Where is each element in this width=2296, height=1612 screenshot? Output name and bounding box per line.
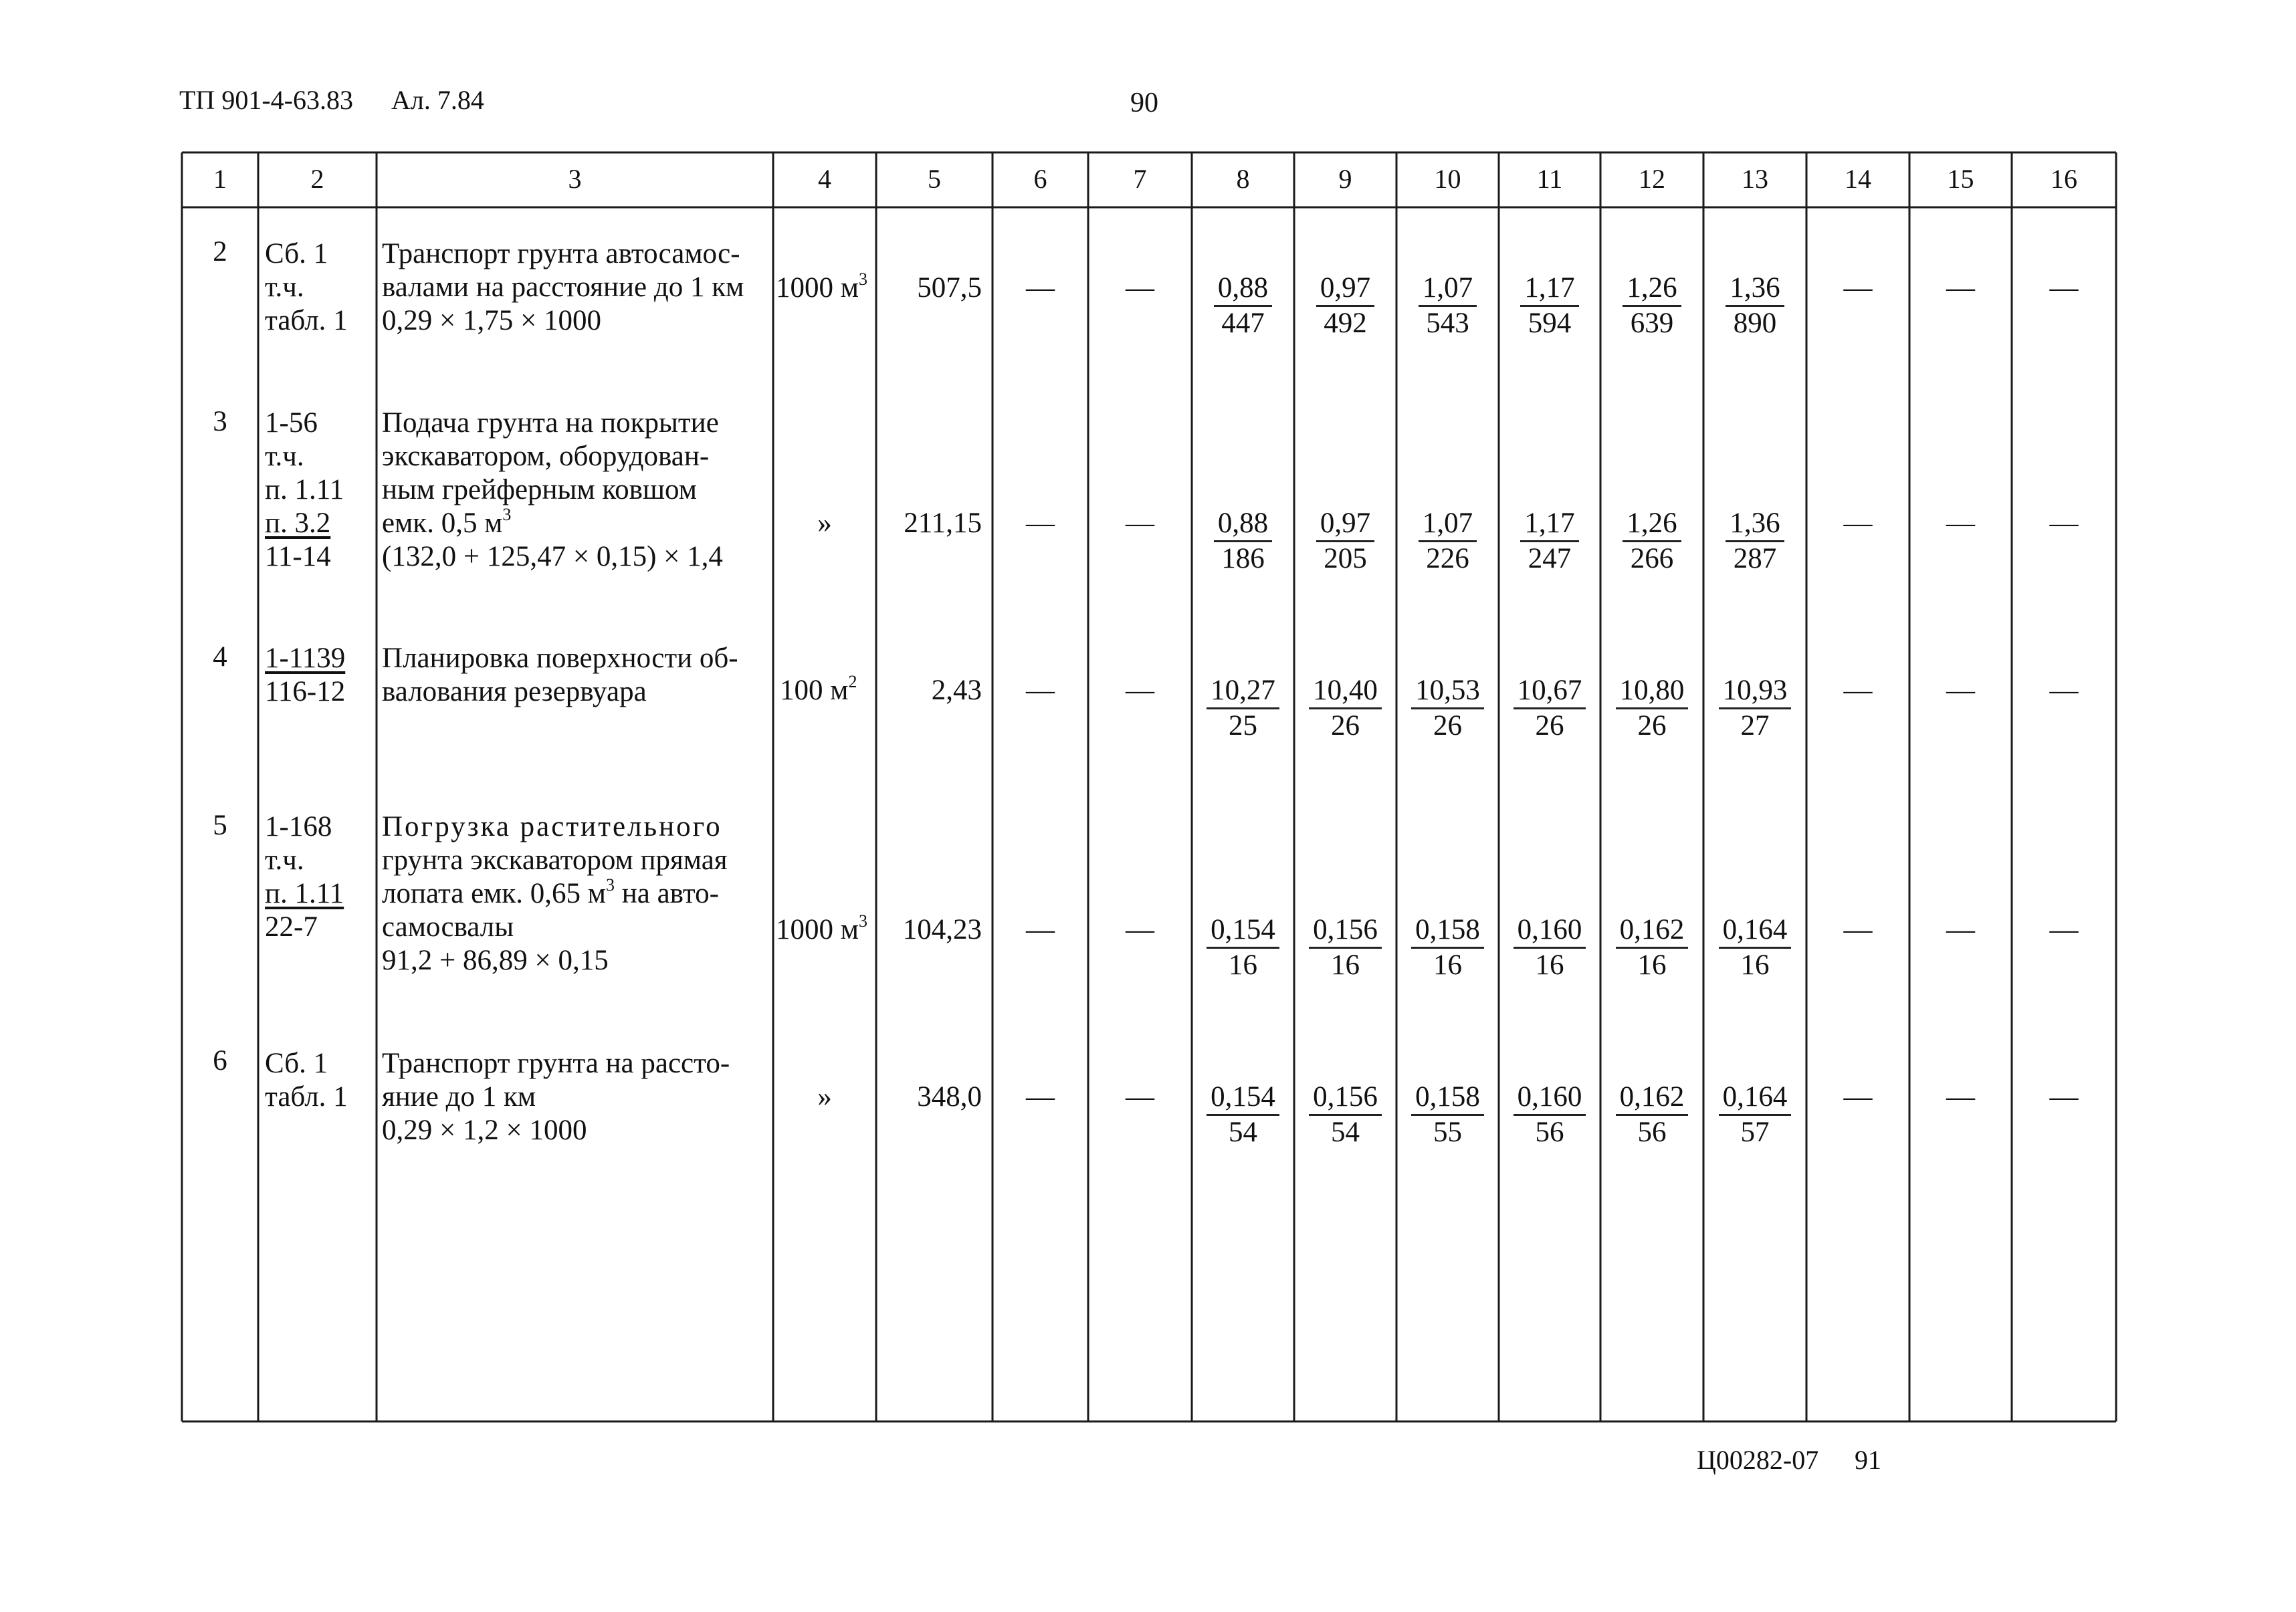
empty-dash: —	[1126, 914, 1154, 945]
fraction-denominator: 287	[1733, 543, 1777, 574]
fraction-numerator: 0,156	[1309, 913, 1382, 949]
column-number: 7	[1133, 164, 1147, 194]
column-number: 2	[310, 164, 324, 194]
reference-line: т.ч.	[265, 271, 304, 303]
fraction-cell	[1192, 1080, 1294, 1149]
unit-text: 1000 м	[776, 272, 859, 304]
empty-dash: —	[1843, 675, 1873, 706]
empty-dash: —	[2049, 1081, 2079, 1113]
fraction-cell	[1192, 507, 1294, 576]
fraction-denominator: 57	[1740, 1117, 1770, 1148]
column-number: 14	[1845, 164, 1871, 194]
fraction-cell	[1294, 507, 1396, 576]
unit-exponent: 3	[858, 911, 867, 931]
fraction-cell	[1396, 1080, 1499, 1149]
fraction-numerator: 1,17	[1520, 271, 1578, 307]
reference-line: п. 1.11	[265, 474, 344, 505]
fraction-denominator: 543	[1426, 308, 1469, 339]
empty-dash: —	[1843, 1081, 1873, 1113]
fraction-numerator: 0,88	[1214, 507, 1272, 542]
row-number: 2	[213, 236, 227, 267]
fraction-numerator: 10,53	[1411, 674, 1484, 709]
work-description	[382, 237, 744, 338]
reference-line: табл. 1	[265, 1081, 348, 1113]
fraction-denominator: 890	[1733, 308, 1777, 339]
fraction-cell	[1499, 913, 1600, 982]
fraction-cell	[1396, 674, 1499, 743]
empty-dash: —	[1946, 272, 1975, 304]
unit: »	[817, 1081, 832, 1113]
fraction-numerator: 0,164	[1719, 913, 1792, 949]
empty-dash: —	[2049, 272, 2079, 304]
fraction-cell	[1703, 1080, 1806, 1149]
fraction-denominator: 16	[1433, 949, 1462, 981]
footer-page-number: 91	[1855, 1445, 1881, 1475]
norm-reference	[265, 642, 345, 709]
fraction-numerator: 1,17	[1520, 507, 1578, 542]
fraction-denominator: 205	[1324, 543, 1367, 574]
fraction-cell	[1294, 913, 1396, 982]
fraction-numerator: 1,26	[1623, 271, 1681, 307]
fraction-denominator: 54	[1331, 1117, 1360, 1148]
fraction-denominator: 266	[1630, 543, 1674, 574]
fraction-numerator: 1,36	[1726, 271, 1784, 307]
fraction-numerator: 0,160	[1514, 1080, 1586, 1116]
fraction-numerator: 0,158	[1411, 913, 1484, 949]
fraction-numerator: 0,88	[1214, 271, 1272, 307]
reference-line: т.ч.	[265, 844, 304, 876]
fraction-cell	[1499, 271, 1600, 340]
fraction-numerator: 0,160	[1514, 913, 1586, 949]
norm-reference	[265, 1047, 348, 1114]
fraction-cell	[1396, 913, 1499, 982]
page-number: 90	[1130, 88, 1158, 118]
fraction-cell	[1600, 674, 1703, 743]
album-number: Ал. 7.84	[391, 85, 484, 115]
fraction-numerator: 1,07	[1419, 507, 1477, 542]
reference-line: 22-7	[265, 911, 318, 943]
empty-dash: —	[1946, 507, 1975, 539]
empty-dash: —	[2049, 507, 2079, 539]
unit: »	[817, 507, 832, 539]
fraction-numerator: 10,80	[1616, 674, 1689, 709]
quantity: 104,23	[902, 914, 982, 945]
empty-dash: —	[2049, 675, 2079, 706]
description-line: валования резервуара	[382, 676, 647, 707]
description-text: емк. 0,5 м	[382, 507, 503, 539]
reference-line: т.ч.	[265, 441, 304, 472]
description-line: Погрузка растительного	[382, 811, 722, 842]
fraction-denominator: 639	[1630, 308, 1674, 339]
fraction-denominator: 26	[1535, 710, 1564, 741]
norm-reference	[265, 810, 344, 944]
fraction-numerator: 10,67	[1514, 674, 1586, 709]
row-number: 4	[213, 641, 227, 673]
fraction-cell	[1499, 1080, 1600, 1149]
work-description	[382, 1047, 730, 1147]
empty-dash: —	[1126, 675, 1154, 706]
fraction-numerator: 1,07	[1419, 271, 1477, 307]
fraction-cell	[1600, 507, 1703, 576]
unit	[780, 674, 857, 707]
fraction-denominator: 594	[1528, 308, 1572, 339]
column-number: 12	[1639, 164, 1665, 194]
row-number: 3	[213, 406, 227, 437]
empty-dash: —	[1126, 1081, 1154, 1113]
quantity: 2,43	[931, 675, 982, 706]
fraction-cell	[1192, 913, 1294, 982]
empty-dash: —	[1126, 507, 1154, 539]
fraction-cell	[1499, 674, 1600, 743]
reference-line: 11-14	[265, 541, 331, 572]
fraction-cell	[1600, 271, 1703, 340]
reference-line: Сб. 1	[265, 1048, 328, 1079]
empty-dash: —	[1026, 1081, 1055, 1113]
fraction-cell	[1600, 1080, 1703, 1149]
fraction-cell	[1192, 271, 1294, 340]
description-line: Подача грунта на покрытие	[382, 407, 719, 439]
column-number: 1	[213, 164, 227, 194]
fraction-denominator: 186	[1221, 543, 1265, 574]
fraction-denominator: 26	[1433, 710, 1462, 741]
fraction-numerator: 10,40	[1309, 674, 1382, 709]
fraction-numerator: 0,156	[1309, 1080, 1382, 1116]
reference-line: 1-168	[265, 811, 332, 842]
quantity: 211,15	[904, 507, 982, 539]
reference-line: табл. 1	[265, 305, 348, 336]
fraction-numerator: 0,154	[1207, 913, 1279, 949]
fraction-numerator: 10,93	[1719, 674, 1792, 709]
row-number: 6	[213, 1045, 227, 1076]
fraction-denominator: 247	[1528, 543, 1572, 574]
description-line: Транспорт грунта на рассто-	[382, 1048, 730, 1079]
fraction-numerator: 0,154	[1207, 1080, 1279, 1116]
empty-dash: —	[1026, 914, 1055, 945]
description-line	[382, 507, 723, 540]
description-line: ным грейферным ковшом	[382, 474, 697, 505]
fraction-denominator: 492	[1324, 308, 1367, 339]
empty-dash: —	[1026, 675, 1055, 706]
description-line: (132,0 + 125,47 × 0,15) × 1,4	[382, 541, 723, 572]
fraction-denominator: 16	[1535, 949, 1564, 981]
unit-text: 100 м	[780, 675, 849, 706]
empty-dash: —	[1126, 272, 1154, 304]
reference-line: п. 3.2	[265, 507, 331, 539]
fraction-denominator: 25	[1229, 710, 1257, 741]
fraction-cell	[1499, 507, 1600, 576]
row-number: 5	[213, 810, 227, 841]
column-number: 4	[818, 164, 831, 194]
empty-dash: —	[1026, 272, 1055, 304]
fraction-cell	[1294, 271, 1396, 340]
description-text: лопата емк. 0,65 м	[382, 878, 606, 909]
reference-line: 116-12	[265, 676, 346, 707]
description-line: яние до 1 км	[382, 1081, 536, 1113]
reference-line: Сб. 1	[265, 238, 328, 269]
unit	[776, 271, 867, 305]
fraction-cell	[1294, 1080, 1396, 1149]
empty-dash: —	[1843, 507, 1873, 539]
quantity: 348,0	[917, 1081, 982, 1113]
description-line: грунта экскаватором прямая	[382, 844, 728, 876]
fraction-denominator: 16	[1740, 949, 1770, 981]
fraction-numerator: 0,162	[1616, 913, 1689, 949]
unit-exponent: 3	[858, 269, 867, 289]
column-number: 9	[1338, 164, 1352, 194]
fraction-cell	[1703, 271, 1806, 340]
fraction-cell	[1600, 913, 1703, 982]
fraction-denominator: 56	[1535, 1117, 1564, 1148]
fraction-denominator: 16	[1331, 949, 1360, 981]
work-description	[382, 642, 738, 709]
fraction-denominator: 27	[1740, 710, 1770, 741]
unit-exponent: 3	[606, 875, 615, 895]
fraction-denominator: 226	[1426, 543, 1469, 574]
fraction-denominator: 54	[1229, 1117, 1257, 1148]
description-line: 0,29 × 1,75 × 1000	[382, 305, 602, 336]
fraction-denominator: 26	[1637, 710, 1667, 741]
unit-exponent: 2	[848, 672, 857, 691]
unit-text: 1000 м	[776, 914, 859, 945]
fraction-numerator: 0,97	[1316, 271, 1374, 307]
description-text: на авто-	[615, 878, 719, 909]
column-number: 5	[928, 164, 941, 194]
empty-dash: —	[1946, 914, 1975, 945]
fraction-numerator: 1,36	[1726, 507, 1784, 542]
empty-dash: —	[1026, 507, 1055, 539]
document-code: ТП 901-4-63.83	[179, 85, 353, 115]
fraction-numerator: 10,27	[1207, 674, 1279, 709]
fraction-cell	[1396, 507, 1499, 576]
description-line: Транспорт грунта автосамос-	[382, 238, 740, 269]
fraction-denominator: 16	[1637, 949, 1667, 981]
fraction-denominator: 26	[1331, 710, 1360, 741]
column-number: 3	[568, 164, 582, 194]
fraction-cell	[1703, 674, 1806, 743]
empty-dash: —	[1946, 675, 1975, 706]
description-line: 0,29 × 1,2 × 1000	[382, 1115, 587, 1146]
description-line: 91,2 + 86,89 × 0,15	[382, 945, 609, 976]
description-line: валами на расстояние до 1 км	[382, 271, 744, 303]
reference-line: 1-1139	[265, 643, 346, 674]
fraction-cell	[1396, 271, 1499, 340]
column-number: 10	[1434, 164, 1461, 194]
fraction-numerator: 0,97	[1316, 507, 1374, 542]
column-number: 15	[1947, 164, 1974, 194]
fraction-numerator: 0,158	[1411, 1080, 1484, 1116]
description-line: экскаватором, оборудован-	[382, 441, 710, 472]
unit-exponent: 3	[502, 505, 512, 524]
fraction-denominator: 447	[1221, 308, 1265, 339]
reference-line: п. 1.11	[265, 878, 344, 909]
column-number: 11	[1536, 164, 1563, 194]
fraction-denominator: 55	[1433, 1117, 1462, 1148]
fraction-numerator: 0,162	[1616, 1080, 1689, 1116]
fraction-cell	[1192, 674, 1294, 743]
column-number: 13	[1742, 164, 1768, 194]
description-line: Планировка поверхности об-	[382, 643, 738, 674]
column-number: 6	[1033, 164, 1047, 194]
footer-code: Ц00282-07	[1697, 1445, 1819, 1475]
column-number: 16	[2051, 164, 2077, 194]
fraction-cell	[1703, 913, 1806, 982]
fraction-numerator: 1,26	[1623, 507, 1681, 542]
work-description	[382, 810, 728, 977]
empty-dash: —	[1843, 914, 1873, 945]
empty-dash: —	[2049, 914, 2079, 945]
quantity: 507,5	[917, 272, 982, 304]
norm-reference	[265, 407, 344, 574]
reference-line: 1-56	[265, 407, 318, 439]
work-description	[382, 407, 723, 574]
fraction-cell	[1294, 674, 1396, 743]
fraction-denominator: 16	[1229, 949, 1257, 981]
description-line	[382, 877, 728, 911]
norm-reference	[265, 237, 348, 338]
fraction-denominator: 56	[1637, 1117, 1667, 1148]
description-line: самосвалы	[382, 911, 514, 943]
fraction-numerator: 0,164	[1719, 1080, 1792, 1116]
empty-dash: —	[1843, 272, 1873, 304]
column-number: 8	[1236, 164, 1250, 194]
fraction-cell	[1703, 507, 1806, 576]
empty-dash: —	[1946, 1081, 1975, 1113]
unit	[776, 913, 867, 947]
